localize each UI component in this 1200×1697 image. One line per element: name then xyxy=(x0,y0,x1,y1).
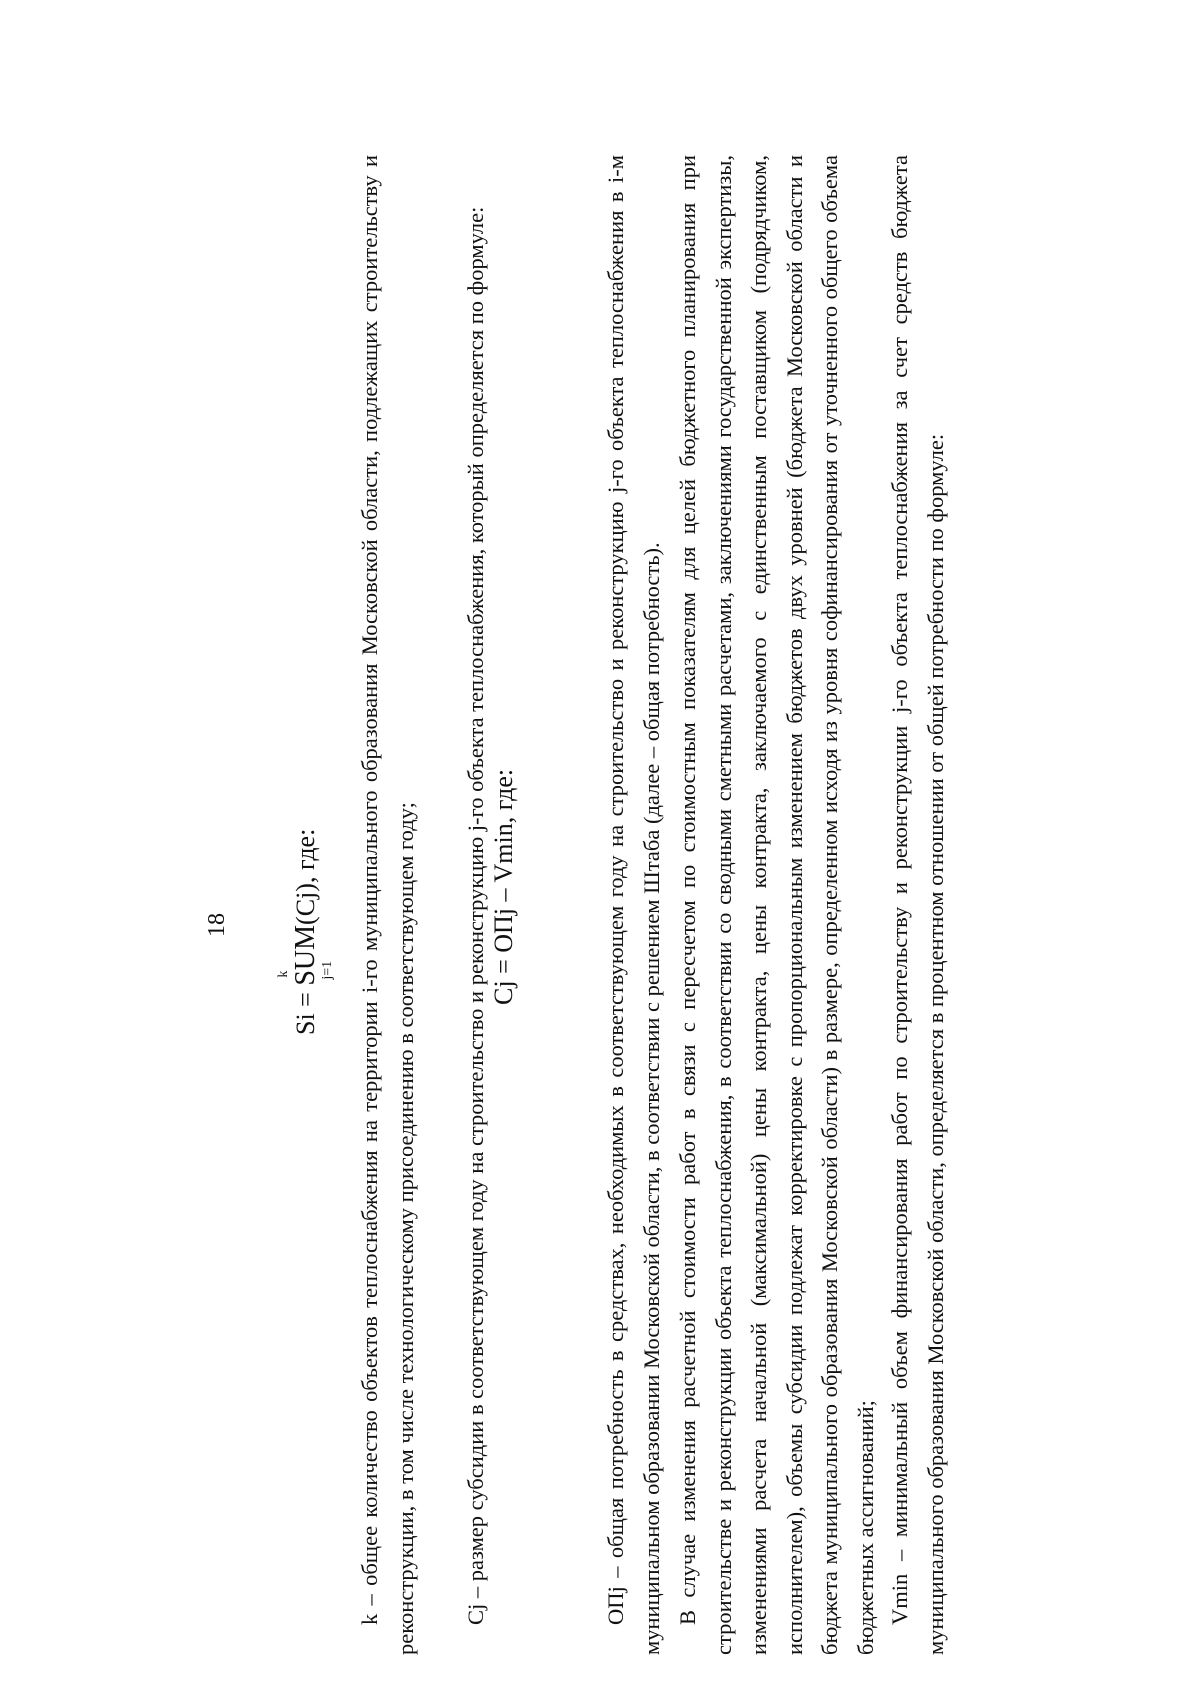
paragraph-opj: ОПj – общая потребность в средствах, необходимых в соответствующем году на строительство и реконструкцию j-го объекта теплоснабжения в i-м муниципальном образовании Московской области, в соответствии с решением Штаба (далее – общая потребность). xyxy=(603,155,664,1655)
rotated-sheet xyxy=(200,125,1020,1655)
sum-operator xyxy=(276,924,335,986)
formula-si-suffix: , где: xyxy=(291,828,320,884)
formula-si-op: = xyxy=(291,992,320,1007)
paragraph-change: В случае изменения расчетной стоимости работ в связи с пересчетом по стоимостным показателям для целей бюджетного планирования при строительстве и реконструкции объекта теплоснабжения, в соответствии со сводными сметными расчетами, заключениями государственной экспертизы, изменениями расчета начальной (максимальной) цены контракта, цены контракта, заключаемого с единственным поставщиком (подрядчиком, исполнителем), объемы субсидии подлежат корректировке с пропорциональным изменением бюджетов двух уровней (бюджета Московской области и бюджета муниципального образования Московской области) в размере, определенном исходя из уровня софинансирования от уточненного общего объема бюджетных ассигнований; xyxy=(675,155,878,1655)
sum-lower-limit: j=1 xyxy=(320,960,335,980)
sum-upper-limit: k xyxy=(276,970,291,978)
formula-cj: Cj = ОПj – Vmin, где: xyxy=(489,768,518,1005)
page-number: 18 xyxy=(204,913,230,937)
paragraph-k: k – общее количество объектов теплоснабжения на территории i-го муниципального образования Московской области, подлежащих строительству и реконструкции, в том числе технологическому присоединению в соответствующем году; xyxy=(357,155,418,1655)
paragraph-vmin: Vmin – минимальный объем финансирования работ по строительству и реконструкции j-го объекта теплоснабжения за счет средств бюджета муниципального образования Московской области, определяется в процентном отношении от общей потребности по формуле: xyxy=(887,155,948,1655)
paragraph-cj: Cj – размер субсидии в соответствующем году на строительство и реконструкцию j-го объекта теплоснабжения, который определяется по формуле: xyxy=(463,206,488,1625)
formula-si-arg: (Cj) xyxy=(291,883,320,925)
sum-symbol: SUM xyxy=(290,924,321,986)
formula-si xyxy=(276,828,335,1035)
formula-si-lhs: Si xyxy=(291,1013,320,1035)
